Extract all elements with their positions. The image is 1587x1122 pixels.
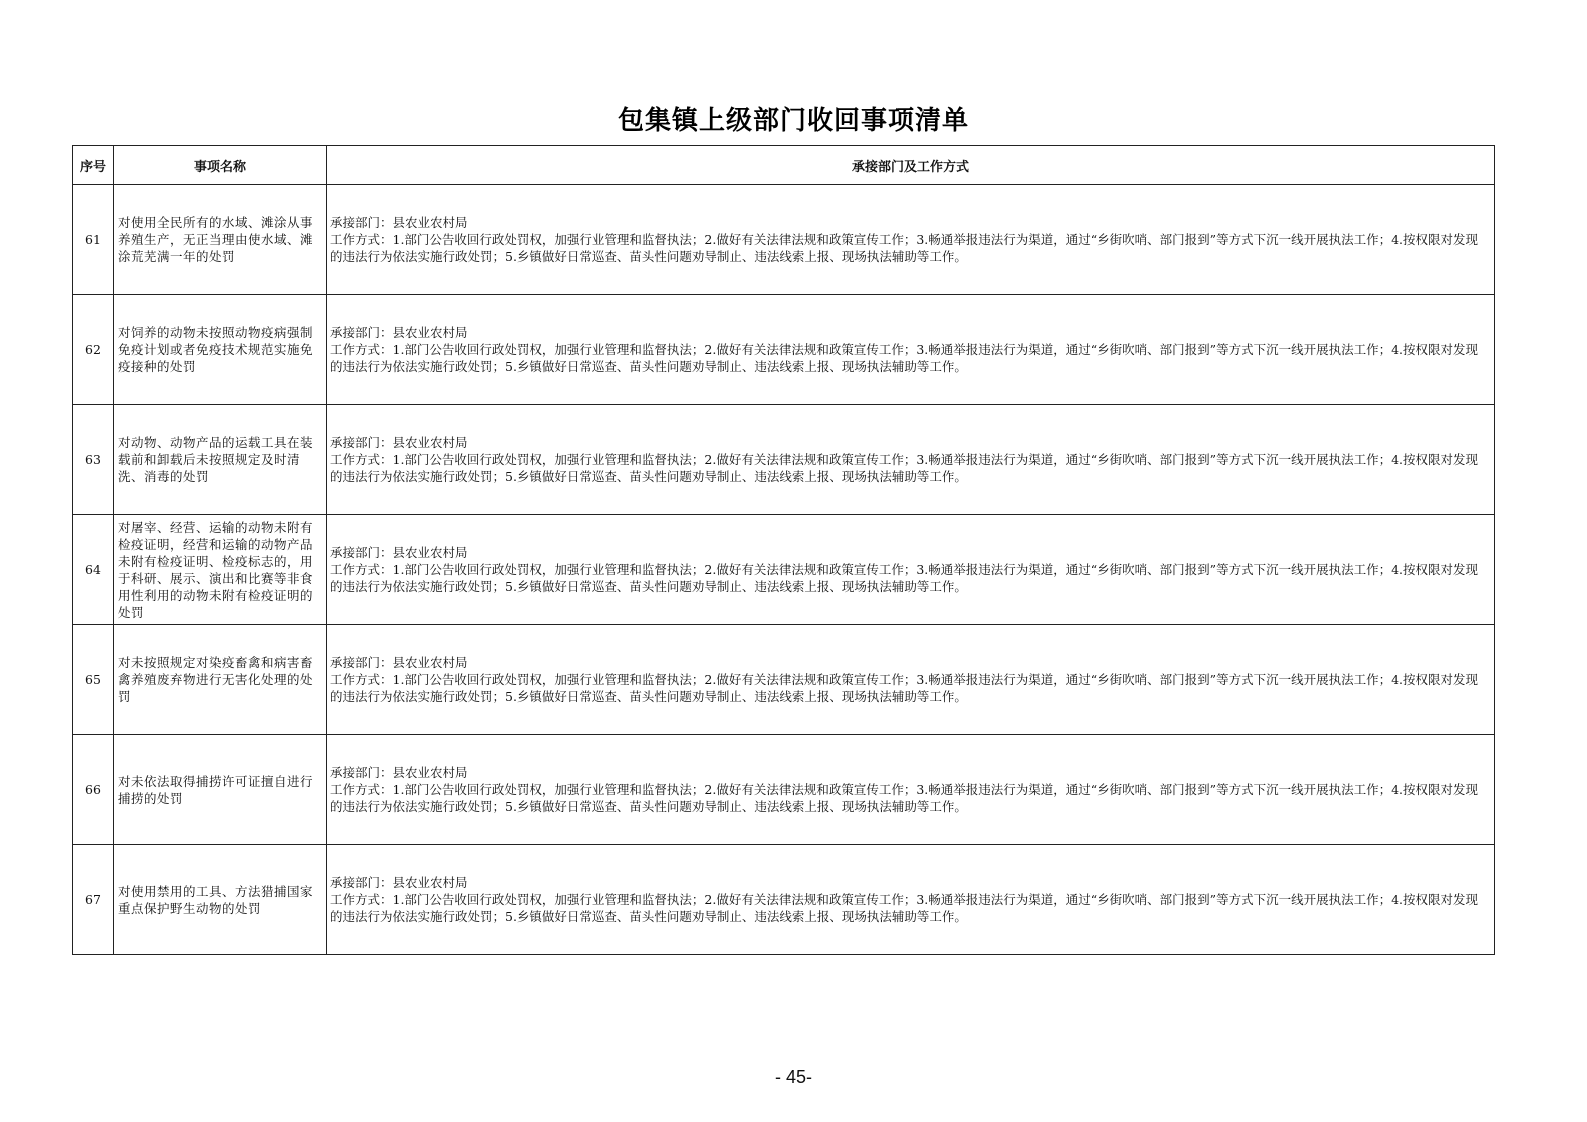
row-dept-and-method — [327, 845, 1495, 955]
row-dept-and-method — [327, 515, 1495, 625]
row-serial-number: 61 — [73, 185, 114, 295]
row-item-name: 对屠宰、经营、运输的动物未附有检疫证明，经营和运输的动物产品未附有检疫证明、检疫标志的，用于科研、展示、演出和比赛等非食用性利用的动物未附有检疫证明的处罚 — [114, 515, 327, 625]
table-row — [73, 405, 1495, 515]
row-dept: 承接部门：县农业农村局 — [330, 765, 468, 780]
document-title: 包集镇上级部门收回事项清单 — [617, 106, 969, 136]
row-dept: 承接部门：县农业农村局 — [330, 435, 468, 450]
table-row — [73, 295, 1495, 405]
row-item-name: 对动物、动物产品的运载工具在装载前和卸载后未按照规定及时清洗、消毒的处罚 — [114, 405, 327, 515]
row-method: 工作方式：1.部门公告收回行政处罚权，加强行业管理和监督执法；2.做好有关法律法规和政策宣传工作；3.畅通举报违法行为渠道，通过“乡街吹哨、部门报到”等方式下沉一线开展执法工作；4.按权限对发现的违法行为依法实施行政处罚；5.乡镇做好日常巡查、苗头性问题劝导制止、违法线索上报、现场执法辅助等工作。 — [330, 782, 1478, 814]
row-method: 工作方式：1.部门公告收回行政处罚权，加强行业管理和监督执法；2.做好有关法律法规和政策宣传工作；3.畅通举报违法行为渠道，通过“乡街吹哨、部门报到”等方式下沉一线开展执法工作；4.按权限对发现的违法行为依法实施行政处罚；5.乡镇做好日常巡查、苗头性问题劝导制止、违法线索上报、现场执法辅助等工作。 — [330, 672, 1478, 704]
row-dept: 承接部门：县农业农村局 — [330, 215, 468, 230]
row-dept: 承接部门：县农业农村局 — [330, 655, 468, 670]
page-number: - 45- — [774, 1067, 812, 1087]
row-serial-number: 62 — [73, 295, 114, 405]
row-dept: 承接部门：县农业农村局 — [330, 545, 468, 560]
row-dept-and-method — [327, 295, 1495, 405]
row-serial-number: 63 — [73, 405, 114, 515]
row-dept-and-method — [327, 405, 1495, 515]
table-row — [73, 515, 1495, 625]
row-serial-number: 66 — [73, 735, 114, 845]
row-dept-and-method — [327, 185, 1495, 295]
row-dept-and-method — [327, 625, 1495, 735]
row-item-name: 对使用禁用的工具、方法猎捕国家重点保护野生动物的处罚 — [114, 845, 327, 955]
table-row — [73, 185, 1495, 295]
row-serial-number: 64 — [73, 515, 114, 625]
row-method: 工作方式：1.部门公告收回行政处罚权，加强行业管理和监督执法；2.做好有关法律法规和政策宣传工作；3.畅通举报违法行为渠道，通过“乡街吹哨、部门报到”等方式下沉一线开展执法工作；4.按权限对发现的违法行为依法实施行政处罚；5.乡镇做好日常巡查、苗头性问题劝导制止、违法线索上报、现场执法辅助等工作。 — [330, 562, 1478, 594]
header-serial-number: 序号 — [73, 146, 114, 185]
table-row — [73, 845, 1495, 955]
row-item-name: 对未依法取得捕捞许可证擅自进行捕捞的处罚 — [114, 735, 327, 845]
row-method: 工作方式：1.部门公告收回行政处罚权，加强行业管理和监督执法；2.做好有关法律法规和政策宣传工作；3.畅通举报违法行为渠道，通过“乡街吹哨、部门报到”等方式下沉一线开展执法工作；4.按权限对发现的违法行为依法实施行政处罚；5.乡镇做好日常巡查、苗头性问题劝导制止、违法线索上报、现场执法辅助等工作。 — [330, 342, 1478, 374]
row-dept: 承接部门：县农业农村局 — [330, 325, 468, 340]
row-serial-number: 67 — [73, 845, 114, 955]
table-row — [73, 735, 1495, 845]
row-dept-and-method — [327, 735, 1495, 845]
row-item-name: 对使用全民所有的水域、滩涂从事养殖生产，无正当理由使水域、滩涂荒芜满一年的处罚 — [114, 185, 327, 295]
row-dept: 承接部门：县农业农村局 — [330, 875, 468, 890]
row-method: 工作方式：1.部门公告收回行政处罚权，加强行业管理和监督执法；2.做好有关法律法规和政策宣传工作；3.畅通举报违法行为渠道，通过“乡街吹哨、部门报到”等方式下沉一线开展执法工作；4.按权限对发现的违法行为依法实施行政处罚；5.乡镇做好日常巡查、苗头性问题劝导制止、违法线索上报、现场执法辅助等工作。 — [330, 452, 1478, 484]
row-item-name: 对未按照规定对染疫畜禽和病害畜禽养殖废弃物进行无害化处理的处罚 — [114, 625, 327, 735]
row-item-name: 对饲养的动物未按照动物疫病强制免疫计划或者免疫技术规范实施免疫接种的处罚 — [114, 295, 327, 405]
table-header-row — [73, 146, 1495, 185]
table-row — [73, 625, 1495, 735]
row-method: 工作方式：1.部门公告收回行政处罚权，加强行业管理和监督执法；2.做好有关法律法规和政策宣传工作；3.畅通举报违法行为渠道，通过“乡街吹哨、部门报到”等方式下沉一线开展执法工作；4.按权限对发现的违法行为依法实施行政处罚；5.乡镇做好日常巡查、苗头性问题劝导制止、违法线索上报、现场执法辅助等工作。 — [330, 892, 1478, 924]
header-dept-and-method: 承接部门及工作方式 — [327, 146, 1495, 185]
items-table — [72, 145, 1495, 955]
row-serial-number: 65 — [73, 625, 114, 735]
header-item-name: 事项名称 — [114, 146, 327, 185]
row-method: 工作方式：1.部门公告收回行政处罚权，加强行业管理和监督执法；2.做好有关法律法规和政策宣传工作；3.畅通举报违法行为渠道，通过“乡街吹哨、部门报到”等方式下沉一线开展执法工作；4.按权限对发现的违法行为依法实施行政处罚；5.乡镇做好日常巡查、苗头性问题劝导制止、违法线索上报、现场执法辅助等工作。 — [330, 232, 1478, 264]
